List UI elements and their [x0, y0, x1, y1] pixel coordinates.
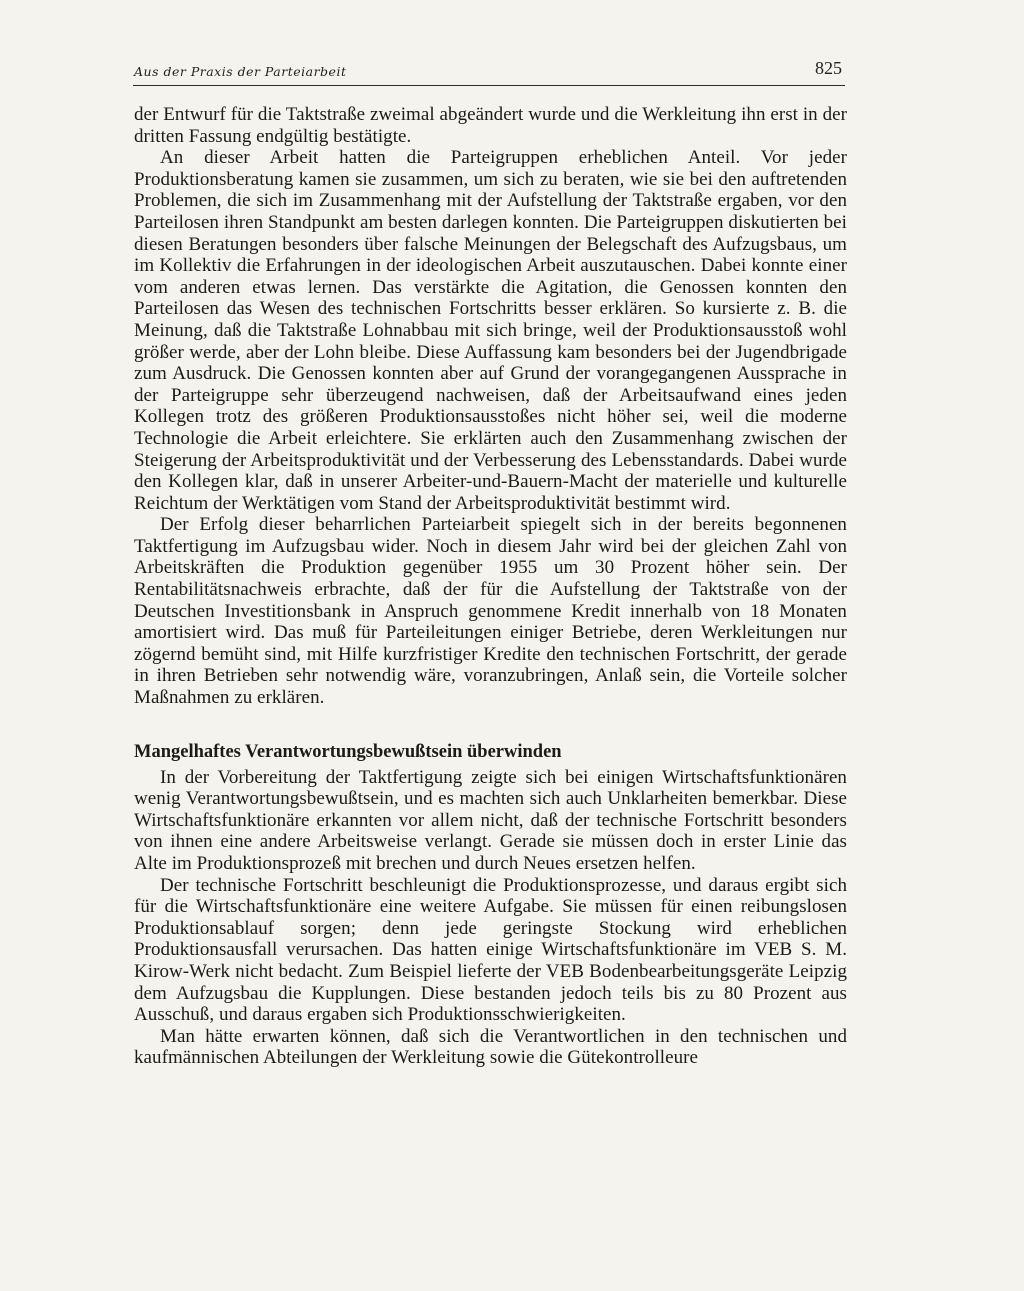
paragraph: An dieser Arbeit hatten die Parteigruppen erheblichen Anteil. Vor jeder Produktionsberatung kamen sie zusammen, um sich zu beraten, wie sie bei den auftretenden Problemen, die sich im Zusammenhang mit der Aufstellung der Taktstraße ergaben, vor den Parteilosen ihren Standpunkt am besten darlegen konnten. Die Parteigruppen diskutierten bei diesen Beratungen besonders über falsche Meinungen der Belegschaft des Aufzugsbaus, um im Kollektiv die Erfahrungen in der ideologischen Arbeit auszutauschen. Dabei konnte einer vom anderen etwas lernen. Das verstärkte die Agitation, die Genossen konnten den Parteilosen das Wesen des technischen Fortschritts besser erklären. So kursierte z. B. die Meinung, daß die Taktstraße Lohnabbau mit sich bringe, weil der Produktionsausstoß wohl größer werde, aber der Lohn bleibe. Diese Auffassung kam besonders bei der Jugendbrigade zum Ausdruck. Die Genossen konnten aber auf Grund der vorangegangenen Aussprache in der Parteigruppe sehr überzeugend nachweisen, daß der Arbeitsaufwand eines jeden Kollegen trotz des größeren Produktionsausstoßes nicht höher sei, weil die moderne Technologie die Arbeit erleichtere. Sie erklärten auch den Zusammenhang zwischen der Steigerung der Arbeitsproduktivität und der Verbesserung des Lebensstandards. Dabei wurde den Kollegen klar, daß in unserer Arbeiter-und-Bauern-Macht der materielle und kulturelle Reichtum der Werktätigen vom Stand der Arbeitsproduktivität bestimmt wird. [134, 147, 847, 514]
paragraph: der Entwurf für die Taktstraße zweimal abgeändert wurde und die Werkleitung ihn erst in der dritten Fassung endgültig bestätigte. [134, 104, 847, 147]
section-heading: Mangelhaftes Verantwortungsbewußtsein überwinden [134, 741, 562, 762]
running-head [134, 58, 846, 82]
paragraph: In der Vorbereitung der Taktfertigung zeigte sich bei einigen Wirtschaftsfunktionären wenig Verantwortungsbewußtsein, und es machten sich auch Unklarheiten bemerkbar. Diese Wirtschaftsfunktionäre erkannten vor allem nicht, daß der technische Fortschritt besonders von ihnen eine andere Arbeitsweise verlangt. Gerade sie müssen doch in erster Linie das Alte im Produktionsprozeß mit brechen und durch Neues ersetzen helfen. [134, 766, 847, 874]
running-title: Aus der Praxis der Parteiarbeit [134, 64, 347, 79]
paragraph: Man hätte erwarten können, daß sich die Verantwortlichen in den technischen und kaufmännischen Abteilungen der Werkleitung sowie die Gütekontrolleure [134, 1025, 847, 1069]
paragraph: Der technische Fortschritt beschleunigt die Produktionsprozesse, und daraus ergibt sich für die Wirtschaftsfunktionäre eine weitere Aufgabe. Sie müssen für einen reibungslosen Produktionsablauf sorgen; denn jede geringste Stockung wird erheblichen Produktionsausfall verursachen. Das hatten einige Wirtschaftsfunktionäre im VEB S. M. Kirow-Werk nicht bedacht. Zum Beispiel lieferte der VEB Bodenbearbeitungsgeräte Leipzig dem Aufzugsbau die Kupplungen. Diese bestanden jedoch teils bis zu 80 Prozent aus Ausschuß, und daraus ergaben sich Produktionsschwierigkeiten. [134, 874, 847, 1026]
paragraph: Der Erfolg dieser beharrlichen Parteiarbeit spiegelt sich in der bereits begonnenen Taktfertigung im Aufzugsbau wider. Noch in diesem Jahr wird bei der gleichen Zahl von Arbeitskräften die Produktion gegenüber 1955 um 30 Prozent höher sein. Der Rentabilitätsnachweis erbrachte, daß der für die Aufstellung der Taktstraße von der Deutschen Investitionsbank in Anspruch genommene Kredit innerhalb von 18 Monaten amortisiert wird. Das muß für Parteileitungen einiger Betriebe, deren Werkleitungen nur zögernd bemüht sind, mit Hilfe kurzfristiger Kredite den technischen Fortschritt, der gerade in ihren Betrieben sehr notwendig wäre, voranzubringen, Anlaß sein, die Vorteile solcher Maßnahmen zu erklären. [134, 514, 847, 709]
page-number: 825 [815, 58, 842, 78]
header-rule [133, 85, 845, 86]
body-text [134, 104, 847, 1069]
